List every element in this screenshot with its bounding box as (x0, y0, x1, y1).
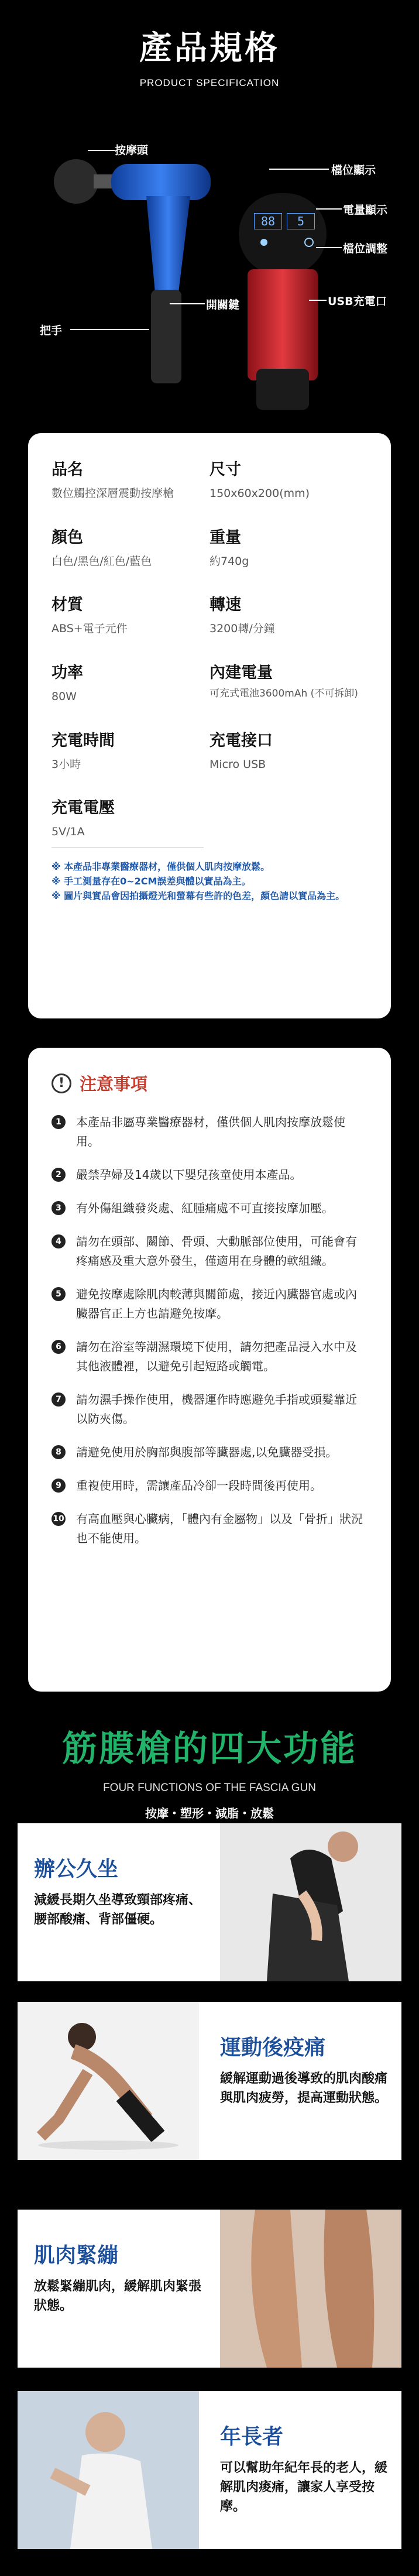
spec-value: ABS+電子元件 (51, 622, 128, 636)
spec-item (51, 592, 210, 636)
spec-row (51, 660, 368, 704)
spec-label: 材質 (51, 596, 83, 615)
number-badge: 10 (51, 1512, 66, 1526)
function-title: 年長者 (220, 2425, 284, 2449)
level-adjust-button (260, 239, 267, 246)
caution-text: 有外傷組織發炎處、紅腫痛處不可直接按摩加壓。 (76, 1201, 334, 1215)
blue-massage-gun-image (53, 140, 217, 398)
spec-item (51, 660, 210, 704)
calf-muscle-photo (220, 2210, 401, 2368)
spec-item (210, 524, 368, 569)
caution-item (51, 1337, 368, 1376)
elderly-man-photo (18, 2391, 199, 2549)
spec-item (51, 524, 210, 569)
function-title: 辦公久坐 (34, 1857, 119, 1881)
caution-text: 本產品非屬專業醫療器材，僅供個人肌肉按摩放鬆使用。 (76, 1115, 345, 1148)
spec-row (51, 524, 368, 569)
spec-label: 充電電壓 (51, 799, 115, 818)
caution-text: 有高血壓與心臟病，「體內有金屬物」以及「骨折」狀況也不能使用。 (76, 1512, 363, 1545)
caution-item (51, 1232, 368, 1271)
function-text (220, 2420, 396, 2516)
function-card (18, 2210, 401, 2368)
spec-label: 充電接口 (210, 731, 273, 750)
caution-item (51, 1510, 368, 1548)
callout-level-adjust: 檔位調整 (343, 242, 388, 255)
caution-item (51, 1285, 368, 1323)
spec-label: 內建電量 (210, 664, 273, 682)
spec-value: 150x60x200(mm) (210, 487, 310, 500)
spec-value: 數位觸控深層震動按摩槍 (51, 487, 174, 500)
callout-switch: 開關鍵 (206, 299, 240, 311)
function-text (34, 2239, 210, 2316)
number-badge: 7 (51, 1392, 66, 1407)
caution-item (51, 1165, 368, 1185)
caution-text: 重複使用時，需讓產品冷卻一段時間後再使用。 (76, 1479, 322, 1493)
spec-label: 尺寸 (210, 461, 241, 479)
function-text (34, 1853, 210, 1929)
spec-item (210, 728, 368, 772)
spec-value: Micro USB (210, 757, 266, 771)
spec-item (51, 457, 210, 501)
callout-line (316, 208, 342, 210)
product-diagram (0, 94, 419, 421)
spec-note: ※ 圖片與實品會因拍攝燈光和螢幕有些許的色差，顏色請以實品為主。 (51, 890, 345, 901)
spec-card (28, 433, 391, 1018)
red-massage-gun-image (233, 193, 338, 416)
number-badge: 1 (51, 1115, 66, 1129)
caution-item (51, 1390, 368, 1429)
function-desc: 可以幫助年紀年長的老人，緩解肌肉痠痛，讓家人享受按摩。 (220, 2461, 388, 2514)
spec-item (210, 457, 368, 501)
spec-value: 3200轉/分鐘 (210, 622, 275, 636)
caution-text: 請勿在頭部、關節、骨頭、大動脈部位使用，可能會有疼痛感及重大意外發生，僅適用在身體的軟組織。 (76, 1234, 357, 1268)
spec-item (210, 592, 368, 636)
caution-item (51, 1113, 368, 1151)
function-desc: 減緩長期久坐導致頸部疼痛、腰部酸痛、背部僵硬。 (34, 1893, 202, 1927)
spec-value: 約740g (210, 554, 249, 568)
spec-note: ※ 本產品非專業醫療器材，僅供個人肌肉按摩放鬆。 (51, 861, 270, 873)
caution-text: 請避免使用於胸部與腹部等臟器處,以免臟器受損。 (76, 1445, 338, 1459)
spec-row (51, 795, 368, 848)
callout-level-display: 檔位顯示 (331, 164, 376, 177)
functions-title: 筋膜槍的四大功能 (62, 1728, 357, 1769)
caution-text: 請勿在浴室等潮濕環境下使用，請勿把產品浸入水中及其他液體裡，以避免引起短路或觸電。 (76, 1340, 357, 1373)
spec-value: 白色/黑色/紅色/藍色 (51, 554, 152, 568)
spec-header (0, 0, 419, 94)
callout-line (88, 150, 115, 151)
spec-value: 可充式電池3600mAh (不可拆卸) (210, 688, 358, 700)
spec-row (51, 728, 368, 772)
function-card (18, 1823, 401, 1981)
function-card (18, 2002, 401, 2160)
caution-title: 注意事項 (80, 1074, 148, 1094)
number-badge: 4 (51, 1234, 66, 1248)
level-screen: 88 (254, 213, 282, 229)
function-card (18, 2391, 401, 2549)
callout-battery-display: 電量顯示 (343, 204, 388, 217)
function-title: 肌肉緊繃 (34, 2244, 119, 2268)
callout-usb-port: USB充電口 (328, 295, 387, 308)
functions-subtitle: FOUR FUNCTIONS OF THE FASCIA GUN (103, 1782, 316, 1794)
number-badge: 9 (51, 1479, 66, 1493)
spec-row (51, 592, 368, 636)
spec-value: 5V/1A (51, 825, 85, 839)
caution-text: 請勿濕手操作使用，機器運作時應避免手指或頭髮靠近以防夾傷。 (76, 1392, 357, 1426)
number-badge: 2 (51, 1168, 66, 1182)
spec-value: 3小時 (51, 757, 81, 771)
caution-item (51, 1199, 368, 1218)
function-text (220, 2031, 396, 2108)
callout-line (316, 247, 342, 248)
caution-heading (51, 1071, 368, 1095)
number-badge: 6 (51, 1340, 66, 1354)
callout-line (309, 300, 327, 301)
spec-label: 功率 (51, 664, 83, 682)
function-title: 運動後疫痛 (220, 2036, 326, 2060)
runner-photo (18, 2002, 199, 2160)
functions-tags: 按摩・塑形・減脂・放鬆 (145, 1806, 274, 1820)
caution-text: 避免按摩處除肌肉較薄與關節處，接近內臟器官處或內臟器官正上方也請避免按摩。 (76, 1287, 357, 1320)
spec-value: 80W (51, 690, 77, 704)
spec-note: ※ 手工測量存在0~2CM誤差與體以實品為主。 (51, 875, 251, 887)
spec-label: 轉速 (210, 596, 241, 615)
spec-label: 重量 (210, 528, 241, 547)
callout-line (269, 169, 329, 170)
number-badge: 8 (51, 1445, 66, 1459)
caution-item (51, 1443, 368, 1462)
callout-line (70, 329, 149, 330)
number-badge: 3 (51, 1201, 66, 1215)
callout-line (170, 303, 205, 304)
power-icon (304, 238, 314, 247)
number-badge: 5 (51, 1287, 66, 1301)
caution-item (51, 1476, 368, 1495)
exclamation-icon: ! (51, 1073, 71, 1093)
spec-item (51, 728, 210, 772)
battery-screen: 5 (287, 213, 315, 229)
spec-row (51, 457, 368, 501)
caution-card (28, 1048, 391, 1692)
office-worker-photo (220, 1823, 401, 1981)
spec-item (51, 795, 210, 848)
spec-item (210, 660, 368, 704)
function-desc: 放鬆緊繃肌肉，緩解肌肉緊張狀態。 (34, 2279, 202, 2313)
spec-label: 充電時間 (51, 731, 115, 750)
page-subtitle: PRODUCT SPECIFICATION (139, 77, 280, 88)
spec-label: 顏色 (51, 528, 83, 547)
callout-handle: 把手 (40, 324, 63, 337)
caution-text: 嚴禁孕婦及14歲以下嬰兒孩童使用本產品。 (76, 1168, 302, 1182)
page-title: 產品規格 (139, 29, 280, 67)
function-desc: 緩解運動過後導致的肌肉酸痛與肌肉疲勞，提高運動狀態。 (220, 2071, 388, 2105)
spec-label: 品名 (51, 461, 83, 479)
functions-header (0, 1692, 419, 1820)
callout-head: 按摩頭 (115, 144, 149, 157)
spec-notes (51, 860, 368, 903)
